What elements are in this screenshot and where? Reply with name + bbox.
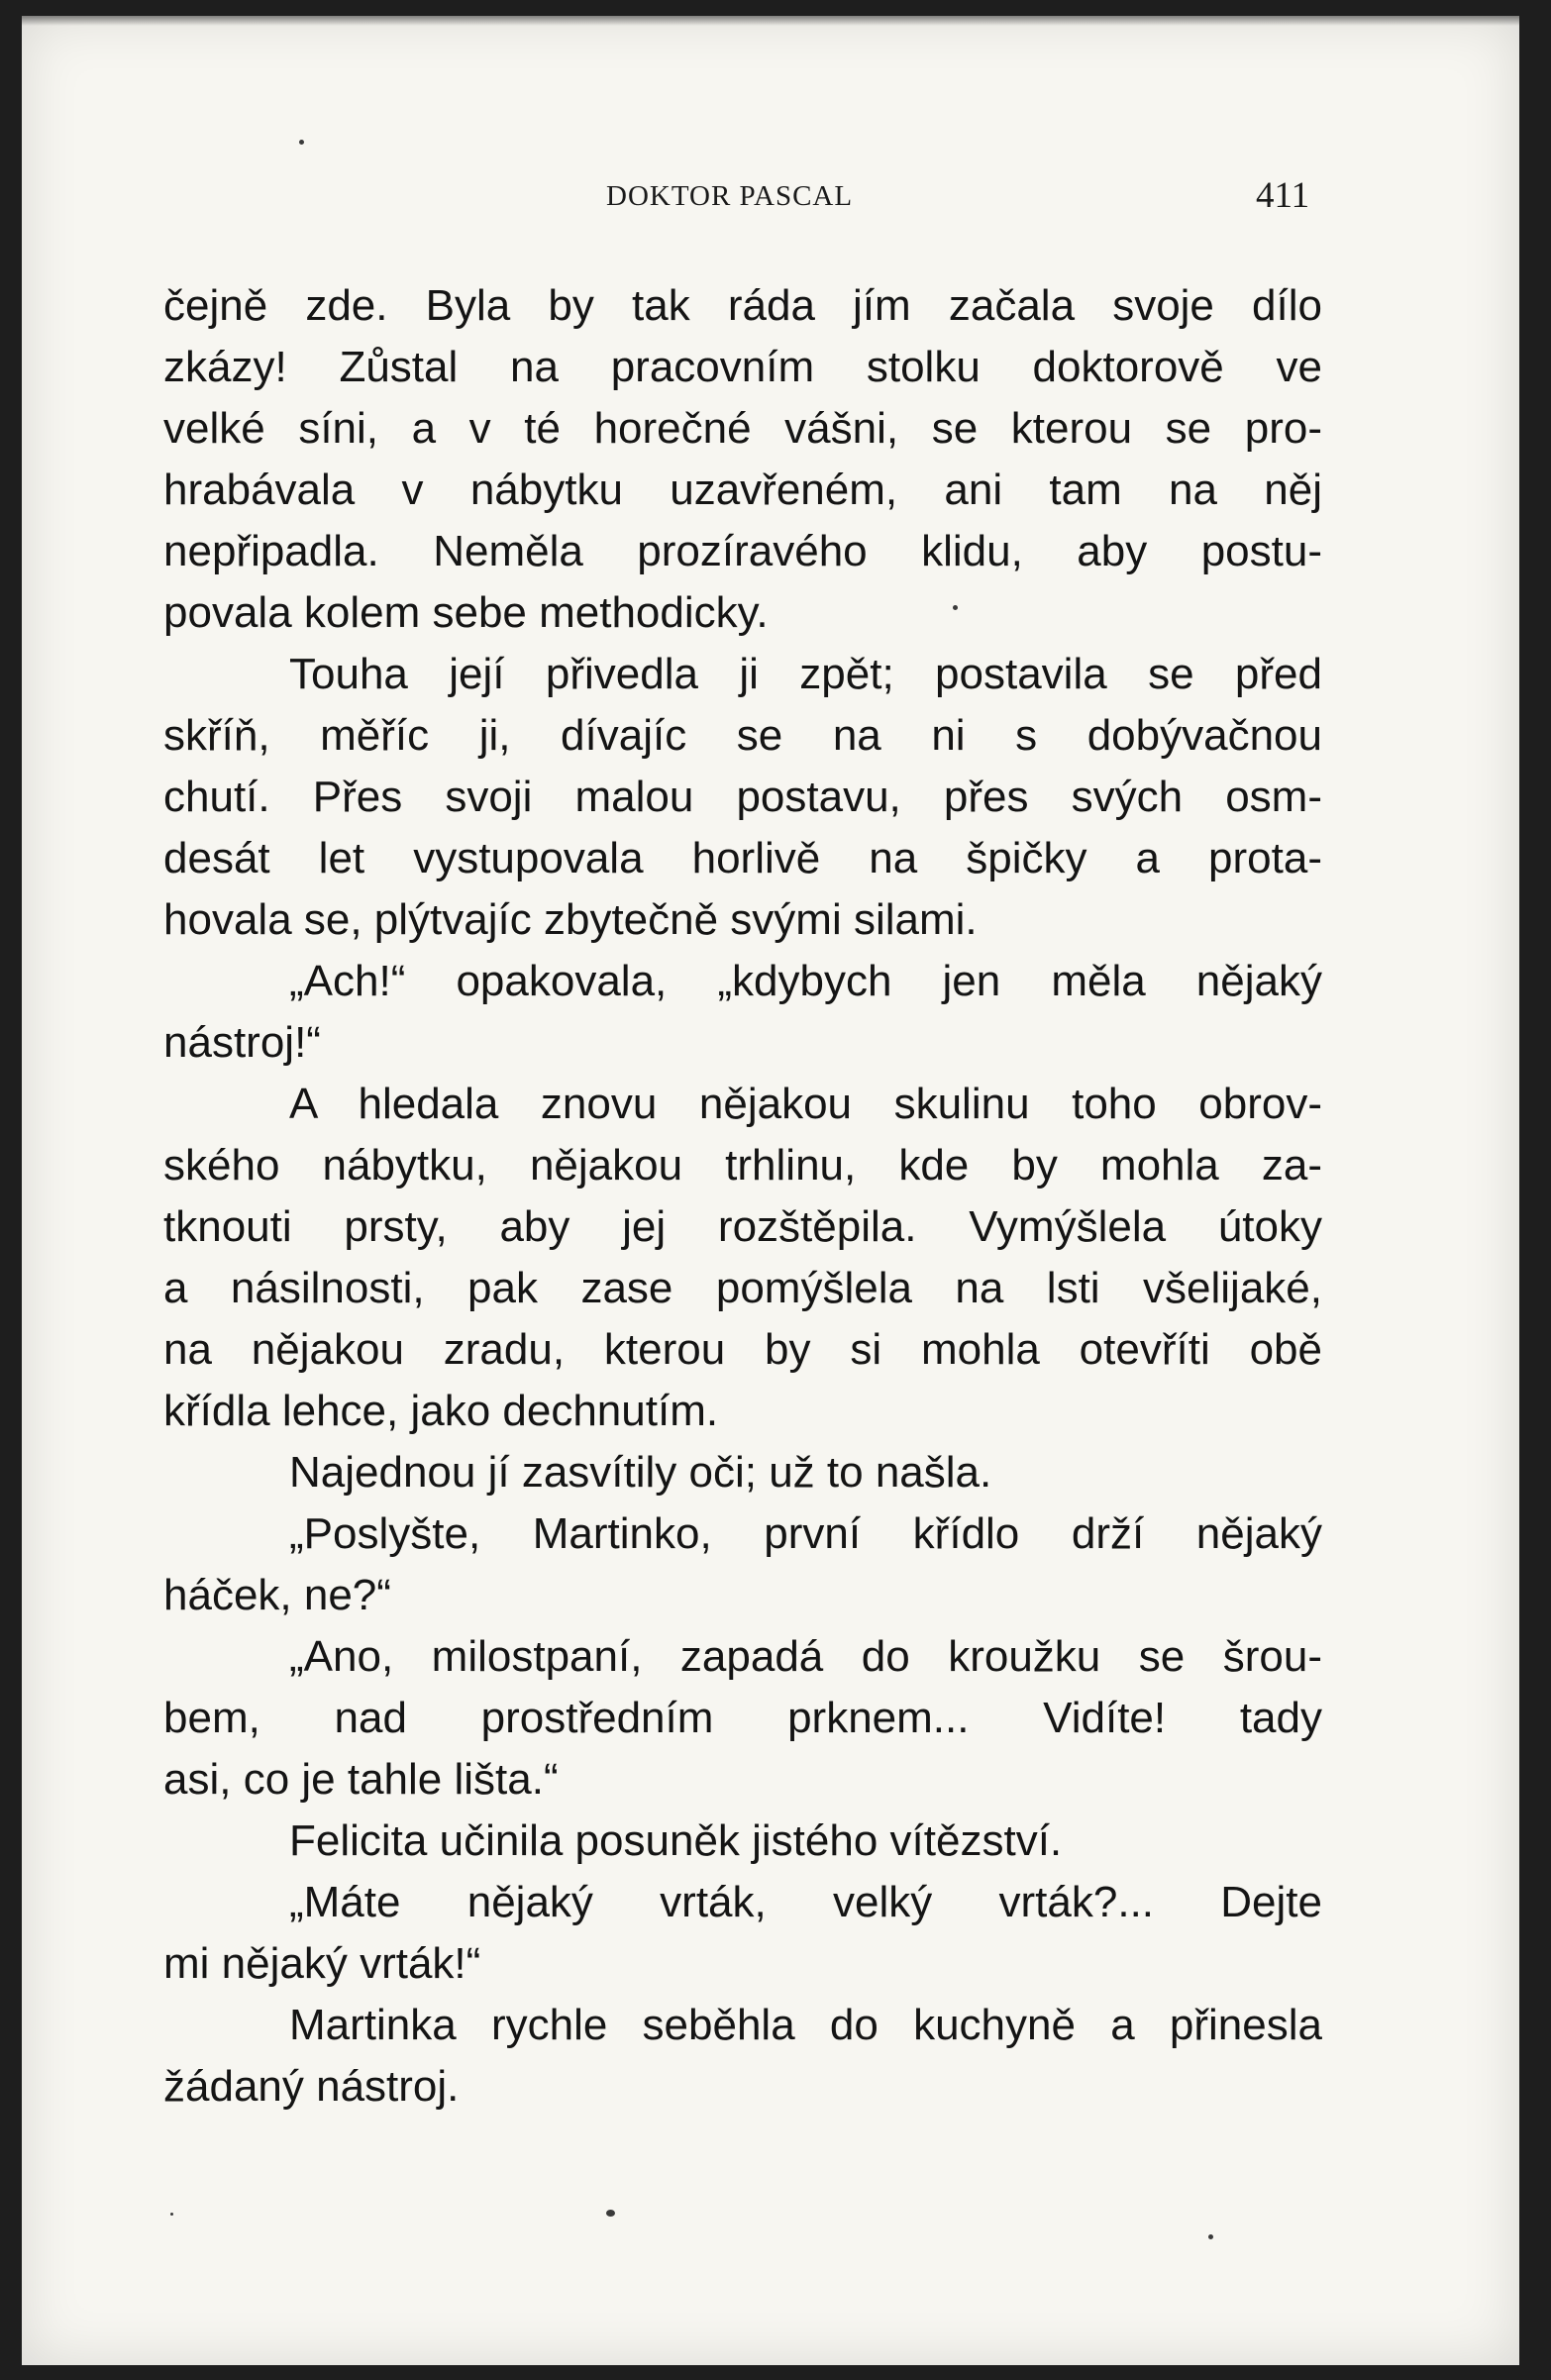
text-line: Najednou jí zasvítily oči; už to našla.	[289, 1448, 992, 1497]
text-line: asi, co je tahle lišta.“	[163, 1755, 559, 1804]
text-line: hrabávala v nábytku uzavřeném, ani tam na něj	[163, 466, 1322, 514]
body-text	[163, 275, 1322, 2118]
print-speck	[299, 140, 304, 145]
text-line: skříň, měříc ji, dívajíc se na ni s dobývačnou	[163, 711, 1322, 760]
text-line: A hledala znovu nějakou skulinu toho obrov-	[289, 1080, 1322, 1128]
text-line: velké síni, a v té horečné vášni, se kterou se pro-	[163, 404, 1322, 453]
page-number: 411	[1256, 175, 1310, 216]
page-top-shadow	[22, 16, 1519, 26]
book-page	[22, 16, 1519, 2365]
print-speck	[170, 2213, 173, 2216]
text-line: křídla lehce, jako dechnutím.	[163, 1387, 719, 1435]
text-line: hovala se, plýtvajíc zbytečně svými silami.	[163, 895, 978, 944]
text-line: bem, nad prostředním prknem... Vidíte! tady	[163, 1694, 1322, 1742]
text-line: háček, ne?“	[163, 1571, 391, 1619]
text-line: ského nábytku, nějakou trhlinu, kde by mohla za-	[163, 1141, 1322, 1190]
text-line: tknouti prsty, aby jej rozštěpila. Vymýšlela útoky	[163, 1202, 1322, 1251]
print-speck	[1208, 2234, 1213, 2239]
text-line: „Ach!“ opakovala, „kdybych jen měla nějaký	[289, 957, 1322, 1005]
text-line: chutí. Přes svoji malou postavu, přes svých osm-	[163, 773, 1322, 821]
text-line: desát let vystupovala horlivě na špičky a prota-	[163, 834, 1322, 882]
text-line: zkázy! Zůstal na pracovním stolku doktorově ve	[163, 343, 1322, 391]
text-line: „Máte nějaký vrták, velký vrták?... Dejte	[289, 1878, 1322, 1926]
text-line: „Poslyšte, Martinko, první křídlo drží nějaký	[289, 1509, 1322, 1558]
text-line: „Ano, milostpaní, zapadá do kroužku se šrou-	[289, 1632, 1322, 1681]
text-line: Martinka rychle seběhla do kuchyně a přinesla	[289, 2001, 1322, 2049]
running-head: DOKTOR PASCAL	[606, 180, 854, 212]
text-line: a násilnosti, pak zase pomýšlela na lsti všelijaké,	[163, 1264, 1322, 1312]
print-speck	[953, 605, 958, 610]
text-line: nástroj!“	[163, 1018, 321, 1067]
text-line: Felicita učinila posuněk jistého vítězství.	[289, 1816, 1063, 1865]
print-speck	[606, 2210, 615, 2217]
text-line: Touha její přivedla ji zpět; postavila se před	[289, 650, 1322, 698]
text-line: mi nějaký vrták!“	[163, 1939, 481, 1988]
text-line: nepřipadla. Neměla prozíravého klidu, aby postu-	[163, 527, 1322, 575]
text-line: povala kolem sebe methodicky.	[163, 588, 769, 637]
text-line: na nějakou zradu, kterou by si mohla otevříti obě	[163, 1325, 1322, 1374]
text-line: žádaný nástroj.	[163, 2062, 460, 2111]
text-line: čejně zde. Byla by tak ráda jím začala svoje dílo	[163, 281, 1322, 330]
